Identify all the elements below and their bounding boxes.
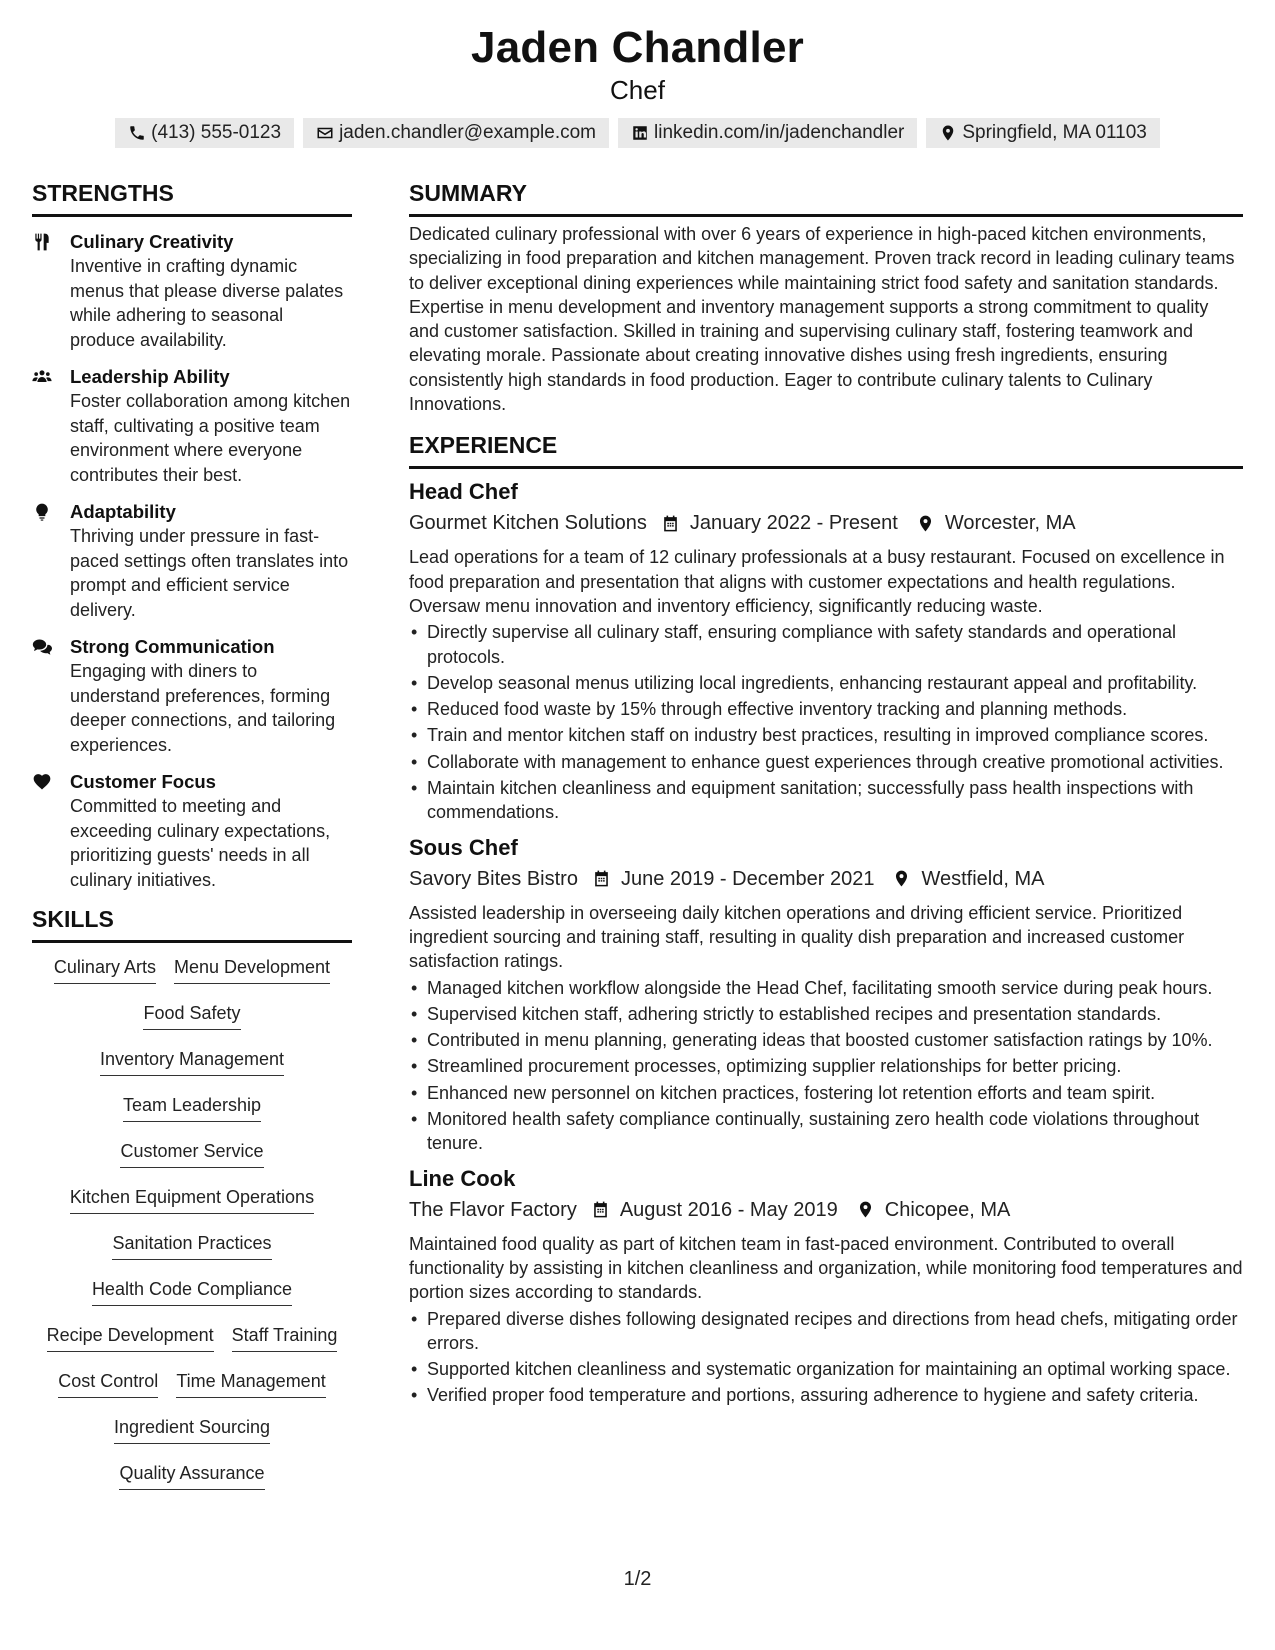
bullet-item: • Monitored health safety compliance continually, sustaining zero health code violations throughout tenure.	[409, 1107, 1243, 1156]
phone-icon	[128, 124, 146, 142]
job-entry	[409, 1164, 1243, 1408]
skill-tag: Kitchen Equipment Operations	[70, 1179, 314, 1214]
job-meta	[409, 864, 1243, 894]
job-title: Sous Chef	[409, 834, 518, 860]
skills-heading: SKILLS	[32, 904, 352, 943]
heart-icon	[32, 772, 52, 792]
contact-email[interactable]	[303, 118, 609, 148]
strength-item	[32, 229, 352, 352]
strength-title: Adaptability	[70, 501, 176, 522]
job-meta	[409, 508, 1243, 538]
job-description: Maintained food quality as part of kitchen team in fast-paced environment. Contributed to overall functionality by assisting in kitchen cleanliness and organization, while monitoring food temperatures and portion sizes according to standards.	[409, 1233, 1243, 1303]
skill-tag: Staff Training	[232, 1317, 338, 1352]
skill-tag: Culinary Arts	[54, 949, 156, 984]
bullet-item: • Verified proper food temperature and portions, assuring adherence to hygiene and safety criteria.	[409, 1383, 1243, 1407]
job-location: Worcester, MA	[944, 512, 1076, 535]
skill-tag: Time Management	[176, 1363, 325, 1398]
strengths-list	[32, 229, 352, 892]
bullet-item: • Prepared diverse dishes following designated recipes and directions from head chefs, mitigating order errors.	[409, 1307, 1243, 1356]
bullet-item: • Directly supervise all culinary staff, ensuring compliance with safety standards and operational protocols.	[409, 620, 1243, 669]
bullet-item: • Develop seasonal menus utilizing local ingredients, enhancing restaurant appeal and profitability.	[409, 671, 1243, 695]
bullet-item: • Managed kitchen workflow alongside the Head Chef, facilitating smooth service during peak hours.	[409, 976, 1243, 1000]
email-text[interactable]: jaden.chandler@example.com	[339, 122, 597, 143]
skill-tag: Health Code Compliance	[92, 1271, 292, 1306]
job-title: Head Chef	[409, 479, 518, 505]
skill-tag: Quality Assurance	[119, 1455, 264, 1490]
strength-item	[32, 769, 352, 892]
bullet-item: • Collaborate with management to enhance guest experiences through creative promotional activities.	[409, 750, 1243, 774]
strength-title: Leadership Ability	[70, 366, 230, 387]
comments-icon	[32, 637, 52, 657]
contact-bar	[0, 118, 1275, 148]
bullet-item: • Streamlined procurement processes, optimizing supplier relationships for better pricing.	[409, 1054, 1243, 1078]
strength-item	[32, 364, 352, 487]
skill-tag: Customer Service	[120, 1133, 263, 1168]
linkedin-text[interactable]: linkedin.com/in/jadenchandler	[654, 122, 905, 143]
linkedin-icon	[631, 124, 649, 142]
map-pin-icon	[939, 124, 957, 142]
job-company: The Flavor Factory	[409, 1198, 577, 1221]
bullet-item: • Reduced food waste by 15% through effective inventory tracking and planning methods.	[409, 697, 1243, 721]
contact-location	[926, 118, 1160, 148]
left-column	[32, 178, 352, 1501]
skill-tag: Inventory Management	[100, 1041, 284, 1076]
job-description: Lead operations for a team of 12 culinary professionals at a busy restaurant. Focused on excellence in food preparation and presentation that aligns with customer expectations and health regulations. Oversaw menu innovation and inventory efficiency, significantly reducing waste.	[409, 547, 1225, 616]
job-description: Assisted leadership in overseeing daily kitchen operations and driving efficient service. Prioritized ingredient sourcing and training staff, resulting in quality dish preparation and increased customer satisfaction ratings.	[409, 902, 1185, 972]
resume-header	[0, 0, 1275, 148]
bullet-item: • Supervised kitchen staff, adhering strictly to established recipes and presentation standards.	[409, 1002, 1243, 1026]
strength-item	[32, 634, 352, 757]
utensils-icon	[32, 232, 52, 252]
job-location: Chicopee, MA	[884, 1198, 1011, 1221]
phone-text: (413) 555-0123	[151, 122, 282, 143]
strength-title: Strong Communication	[70, 636, 275, 657]
job-location: Westfield, MA	[921, 867, 1045, 890]
map-pin-icon	[916, 514, 935, 533]
lightbulb-icon	[32, 502, 52, 522]
skill-tag: Cost Control	[58, 1363, 158, 1398]
job-entry	[409, 833, 1243, 1156]
bullet-item: • Maintain kitchen cleanliness and equipment sanitation; successfully pass health inspections with commendations.	[409, 776, 1243, 825]
bullet-item: • Contributed in menu planning, generating ideas that boosted customer satisfaction ratings by 10%.	[409, 1028, 1243, 1052]
calendar-icon	[661, 514, 680, 533]
strength-desc: Inventive in crafting dynamic menus that please diverse palates while adhering to seasonal produce availability.	[70, 256, 344, 350]
job-bullets	[409, 1307, 1243, 1408]
right-column	[409, 178, 1243, 1410]
skill-tag: Recipe Development	[47, 1317, 214, 1352]
contact-phone	[115, 118, 294, 148]
job-meta	[409, 1195, 1243, 1225]
job-entry	[409, 477, 1243, 824]
skills-section	[32, 904, 352, 1501]
job-dates: August 2016 - May 2019	[619, 1198, 838, 1221]
candidate-title: Chef	[610, 75, 665, 105]
map-pin-icon	[856, 1200, 875, 1219]
strength-item	[32, 499, 352, 622]
calendar-icon	[591, 1200, 610, 1219]
summary-heading: SUMMARY	[409, 178, 1243, 217]
strength-desc: Thriving under pressure in fast-paced settings often translates into prompt and efficient service delivery.	[70, 526, 349, 620]
strengths-heading: STRENGTHS	[32, 178, 352, 217]
strength-title: Culinary Creativity	[70, 231, 234, 252]
bullet-item: • Supported kitchen cleanliness and systematic organization for maintaining an optimal working space.	[409, 1357, 1243, 1381]
skill-tag: Team Leadership	[123, 1087, 261, 1122]
location-text: Springfield, MA 01103	[962, 122, 1147, 143]
envelope-icon	[316, 124, 334, 142]
skill-tag: Ingredient Sourcing	[114, 1409, 270, 1444]
strength-title: Customer Focus	[70, 771, 216, 792]
contact-linkedin[interactable]	[618, 118, 917, 148]
job-bullets	[409, 620, 1243, 824]
job-dates: June 2019 - December 2021	[620, 867, 875, 890]
skill-tag: Food Safety	[143, 995, 240, 1030]
bullet-item: • Enhanced new personnel on kitchen practices, fostering lot retention efforts and team spirit.	[409, 1081, 1243, 1105]
users-icon	[32, 367, 52, 387]
experience-heading: EXPERIENCE	[409, 430, 1243, 469]
page-number: 1/2	[623, 1568, 652, 1590]
job-company: Savory Bites Bistro	[409, 867, 578, 890]
strength-desc: Engaging with diners to understand preferences, forming deeper connections, and tailoring experiences.	[70, 661, 336, 755]
job-bullets	[409, 976, 1243, 1156]
candidate-name: Jaden Chandler	[471, 23, 804, 72]
job-title: Line Cook	[409, 1165, 516, 1191]
strength-desc: Committed to meeting and exceeding culinary expectations, prioritizing guests' needs in all culinary initiatives.	[70, 796, 331, 890]
strength-desc: Foster collaboration among kitchen staff, cultivating a positive team environment where everyone contributes their best.	[70, 391, 351, 485]
summary-text: Dedicated culinary professional with over 6 years of experience in high-paced kitchen environments, specializing in food preparation and kitchen management. Proven track record in leading culinary teams to deliver exceptional dining experiences while maintaining strict food safety and sanitation standards. Expertise in menu development and inventory management supports a strong commitment to quality and customer satisfaction. Skilled in training and supervising culinary staff, fostering teamwork and elevating morale. Passionate about creating innovative dishes using fresh ingredients, ensuring consistently high standards in food production. Eager to contribute culinary talents to Culinary Innovations.	[409, 224, 1235, 415]
calendar-icon	[592, 869, 611, 888]
skill-tag: Menu Development	[174, 949, 330, 984]
job-dates: January 2022 - Present	[689, 512, 898, 535]
job-company: Gourmet Kitchen Solutions	[409, 512, 647, 535]
map-pin-icon	[892, 869, 911, 888]
bullet-item: • Train and mentor kitchen staff on industry best practices, resulting in improved compliance scores.	[409, 723, 1243, 747]
skill-tag: Sanitation Practices	[112, 1225, 271, 1260]
skills-list	[32, 949, 352, 1501]
